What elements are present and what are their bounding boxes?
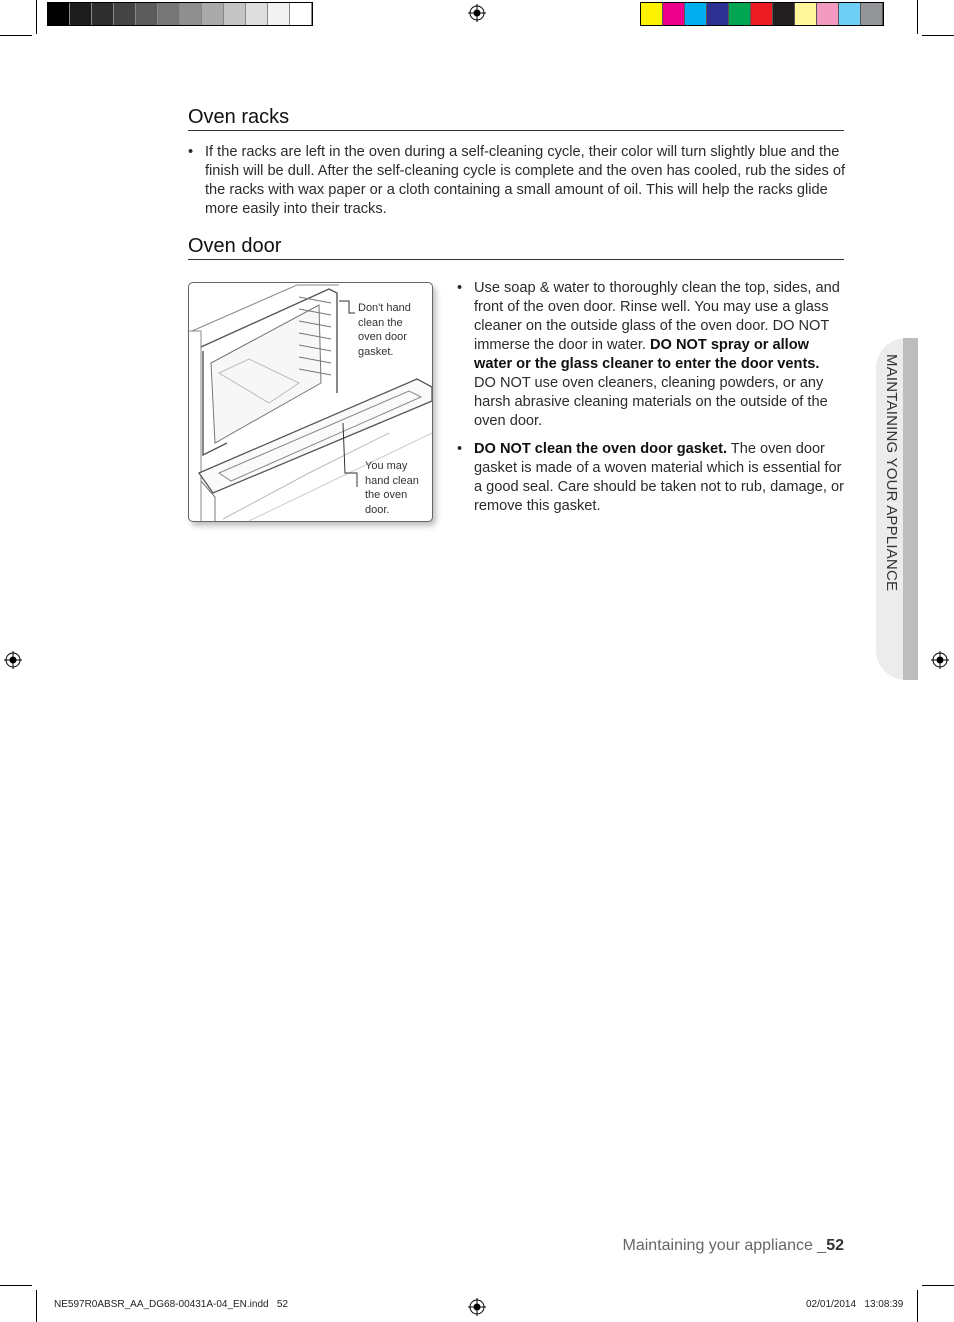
color-swatch bbox=[729, 3, 751, 25]
oven-door-bullet-2 bbox=[457, 440, 845, 516]
oven-door-instructions bbox=[457, 279, 845, 516]
color-swatch bbox=[268, 3, 290, 25]
crop-mark bbox=[0, 1285, 32, 1286]
color-swatch bbox=[158, 3, 180, 25]
callout-gasket: Don't hand clean the oven door gasket. bbox=[358, 302, 411, 358]
registration-mark-icon bbox=[931, 651, 949, 669]
page-number: 52 bbox=[826, 1237, 844, 1254]
color-swatch bbox=[663, 3, 685, 25]
bullet-1-bold: DO NOT spray or allow water or the glass cleaner to enter the door vents. bbox=[474, 337, 820, 372]
oven-racks-text: If the racks are left in the oven during a self-cleaning cycle, their color will turn slightly blue and the finish will be dull. After the self-cleaning cycle is complete and the oven has cooled, rub the sides of the racks with wax paper or a cloth containing a small amount of oil. This will help the racks glide more easily into their tracks. bbox=[205, 144, 846, 217]
color-swatch bbox=[817, 3, 839, 25]
color-swatch bbox=[685, 3, 707, 25]
section-title-oven-door: Oven door bbox=[188, 234, 844, 260]
crop-mark bbox=[0, 35, 32, 36]
color-swatch bbox=[48, 3, 70, 25]
crop-mark bbox=[36, 1290, 37, 1322]
slug-file-info: NE597R0ABSR_AA_DG68-00431A-04_EN.indd 52 bbox=[54, 1299, 289, 1310]
bullet-1-text-b: DO NOT use oven cleaners, cleaning powders, or any harsh abrasive cleaning materials on the outside of the oven door. bbox=[474, 375, 828, 429]
crop-mark bbox=[917, 1290, 918, 1322]
registration-mark-icon bbox=[468, 4, 486, 22]
grayscale-color-bar bbox=[47, 2, 313, 26]
color-swatch bbox=[751, 3, 773, 25]
oven-door-illustration bbox=[188, 282, 433, 522]
color-swatch bbox=[70, 3, 92, 25]
color-swatch bbox=[180, 3, 202, 25]
oven-door-bullet-1 bbox=[457, 279, 845, 431]
crop-mark bbox=[36, 0, 37, 34]
process-color-bar bbox=[640, 2, 884, 26]
color-swatch bbox=[773, 3, 795, 25]
page-footer bbox=[560, 1237, 844, 1255]
color-swatch bbox=[290, 3, 312, 25]
oven-racks-bullet bbox=[188, 143, 857, 219]
bullet-2-bold: DO NOT clean the oven door gasket. bbox=[474, 441, 728, 457]
crop-mark bbox=[922, 35, 954, 36]
bullet-1-text-a: Use soap & water to thoroughly clean the top, sides, and front of the oven door. Rinse well. You may use a glass cleaner on the outside glass of the oven door. DO NOT immerse the door in water. bbox=[474, 280, 840, 353]
registration-mark-icon bbox=[468, 1298, 486, 1316]
color-swatch bbox=[641, 3, 663, 25]
chapter-side-tab-label: MAINTAINING YOUR APPLIANCE bbox=[883, 354, 900, 592]
section-title-oven-racks: Oven racks bbox=[188, 105, 844, 131]
chapter-side-tab-bar bbox=[903, 338, 918, 680]
registration-mark-icon bbox=[4, 651, 22, 669]
crop-mark bbox=[917, 0, 918, 34]
callout-door: You may hand clean the oven door. bbox=[365, 460, 419, 516]
color-swatch bbox=[92, 3, 114, 25]
color-swatch bbox=[707, 3, 729, 25]
color-swatch bbox=[136, 3, 158, 25]
color-swatch bbox=[861, 3, 883, 25]
crop-mark bbox=[922, 1285, 954, 1286]
slug-date-info: 02/01/2014 13:08:39 bbox=[806, 1299, 904, 1310]
color-swatch bbox=[839, 3, 861, 25]
color-swatch bbox=[795, 3, 817, 25]
color-swatch bbox=[246, 3, 268, 25]
color-swatch bbox=[202, 3, 224, 25]
bullet-2-text: The oven door gasket is made of a woven material which is essential for a good seal. Care should be taken not to rub, damage, or remove this gasket. bbox=[474, 441, 844, 514]
color-swatch bbox=[224, 3, 246, 25]
footer-section-label: Maintaining your appliance _ bbox=[622, 1237, 827, 1254]
color-swatch bbox=[114, 3, 136, 25]
